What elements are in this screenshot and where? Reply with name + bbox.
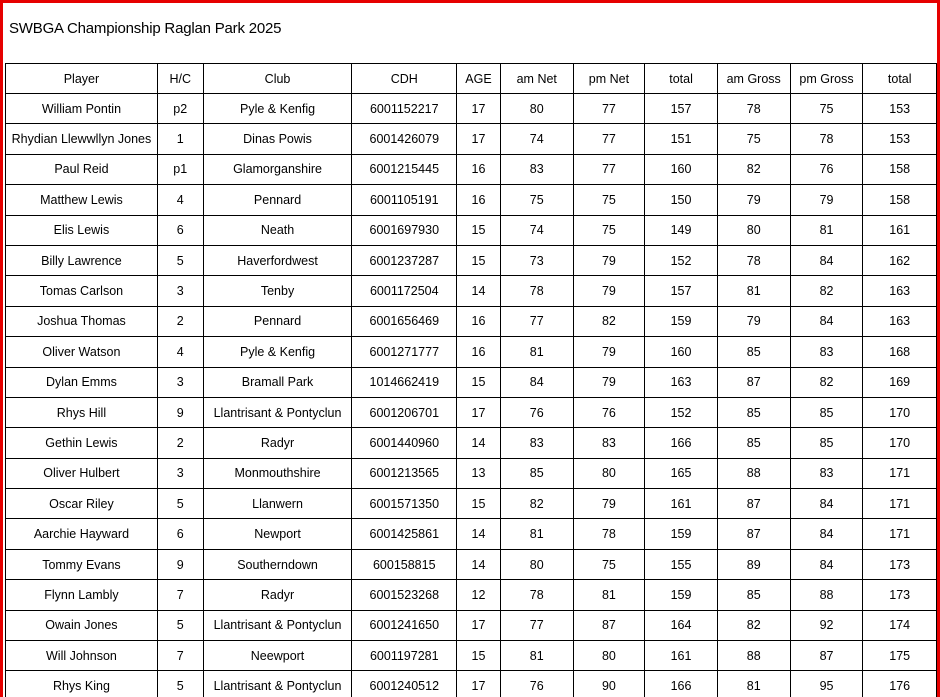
pm-gross-cell: 84: [790, 489, 863, 519]
pm-net-cell: 90: [573, 671, 645, 697]
club-cell: Southerndown: [203, 549, 352, 579]
am-net-cell: 83: [500, 428, 573, 458]
cdh-cell: 6001571350: [352, 489, 457, 519]
gross-total-cell: 175: [863, 641, 937, 671]
gross-total-cell: 158: [863, 185, 937, 215]
club-cell: Newport: [203, 519, 352, 549]
gross-total-cell: 170: [863, 397, 937, 427]
hc-cell: 2: [157, 428, 203, 458]
hc-cell: p1: [157, 154, 203, 184]
player-cell: Tomas Carlson: [6, 276, 158, 306]
hc-cell: 3: [157, 276, 203, 306]
age-cell: 16: [457, 306, 501, 336]
am-gross-cell: 75: [717, 124, 790, 154]
net-total-cell: 160: [645, 154, 718, 184]
cdh-cell: 6001237287: [352, 245, 457, 275]
hc-cell: 6: [157, 215, 203, 245]
net-total-cell: 161: [645, 641, 718, 671]
player-cell: Rhys King: [6, 671, 158, 697]
pm-net-cell: 78: [573, 519, 645, 549]
pm-net-cell: 80: [573, 641, 645, 671]
table-row: [6, 276, 937, 306]
hc-cell: 7: [157, 641, 203, 671]
net-total-cell: 163: [645, 367, 718, 397]
pm-gross-cell: 79: [790, 185, 863, 215]
club-cell: Monmouthshire: [203, 458, 352, 488]
am-gross-cell: 82: [717, 610, 790, 640]
gross-total-cell: 171: [863, 458, 937, 488]
net-total-cell: 149: [645, 215, 718, 245]
pm-gross-cell: 76: [790, 154, 863, 184]
am-gross-cell: 85: [717, 428, 790, 458]
am-gross-cell: 81: [717, 671, 790, 697]
age-cell: 17: [457, 94, 501, 124]
club-cell: Pyle & Kenfig: [203, 94, 352, 124]
table-row: [6, 215, 937, 245]
table-row: [6, 397, 937, 427]
net-total-cell: 157: [645, 94, 718, 124]
header-player: Player: [6, 64, 158, 94]
gross-total-cell: 171: [863, 519, 937, 549]
pm-net-cell: 81: [573, 580, 645, 610]
net-total-cell: 155: [645, 549, 718, 579]
am-net-cell: 81: [500, 519, 573, 549]
net-total-cell: 152: [645, 397, 718, 427]
am-gross-cell: 79: [717, 185, 790, 215]
header-club: Club: [203, 64, 352, 94]
gross-total-cell: 170: [863, 428, 937, 458]
age-cell: 17: [457, 397, 501, 427]
hc-cell: 3: [157, 367, 203, 397]
am-net-cell: 80: [500, 94, 573, 124]
am-net-cell: 82: [500, 489, 573, 519]
table-row: [6, 580, 937, 610]
club-cell: Llanwern: [203, 489, 352, 519]
gross-total-cell: 173: [863, 549, 937, 579]
am-gross-cell: 79: [717, 306, 790, 336]
cdh-cell: 6001206701: [352, 397, 457, 427]
am-net-cell: 76: [500, 671, 573, 697]
am-net-cell: 83: [500, 154, 573, 184]
age-cell: 15: [457, 245, 501, 275]
pm-net-cell: 77: [573, 154, 645, 184]
table-row: [6, 306, 937, 336]
age-cell: 16: [457, 154, 501, 184]
age-cell: 14: [457, 549, 501, 579]
am-net-cell: 80: [500, 549, 573, 579]
pm-gross-cell: 85: [790, 428, 863, 458]
gross-total-cell: 153: [863, 124, 937, 154]
club-cell: Neath: [203, 215, 352, 245]
am-gross-cell: 78: [717, 245, 790, 275]
club-cell: Haverfordwest: [203, 245, 352, 275]
pm-gross-cell: 88: [790, 580, 863, 610]
age-cell: 15: [457, 489, 501, 519]
cdh-cell: 6001152217: [352, 94, 457, 124]
am-net-cell: 75: [500, 185, 573, 215]
table-row: [6, 94, 937, 124]
pm-net-cell: 75: [573, 549, 645, 579]
net-total-cell: 165: [645, 458, 718, 488]
pm-gross-cell: 75: [790, 94, 863, 124]
pm-net-cell: 75: [573, 215, 645, 245]
table-row: [6, 671, 937, 697]
age-cell: 17: [457, 671, 501, 697]
pm-gross-cell: 95: [790, 671, 863, 697]
player-cell: Elis Lewis: [6, 215, 158, 245]
cdh-cell: 6001241650: [352, 610, 457, 640]
pm-net-cell: 77: [573, 124, 645, 154]
player-cell: Matthew Lewis: [6, 185, 158, 215]
pm-gross-cell: 87: [790, 641, 863, 671]
cdh-cell: 6001240512: [352, 671, 457, 697]
pm-gross-cell: 84: [790, 519, 863, 549]
cdh-cell: 1014662419: [352, 367, 457, 397]
pm-net-cell: 87: [573, 610, 645, 640]
pm-gross-cell: 84: [790, 549, 863, 579]
cdh-cell: 6001172504: [352, 276, 457, 306]
table-row: [6, 519, 937, 549]
am-net-cell: 81: [500, 641, 573, 671]
age-cell: 14: [457, 428, 501, 458]
player-cell: Tommy Evans: [6, 549, 158, 579]
pm-net-cell: 80: [573, 458, 645, 488]
cdh-cell: 6001213565: [352, 458, 457, 488]
player-cell: Owain Jones: [6, 610, 158, 640]
gross-total-cell: 162: [863, 245, 937, 275]
age-cell: 16: [457, 185, 501, 215]
gross-total-cell: 174: [863, 610, 937, 640]
header-hc: H/C: [157, 64, 203, 94]
am-gross-cell: 85: [717, 337, 790, 367]
am-gross-cell: 87: [717, 489, 790, 519]
pm-net-cell: 79: [573, 276, 645, 306]
gross-total-cell: 171: [863, 489, 937, 519]
header-pm-net: pm Net: [573, 64, 645, 94]
am-gross-cell: 80: [717, 215, 790, 245]
gross-total-cell: 168: [863, 337, 937, 367]
player-cell: Oliver Hulbert: [6, 458, 158, 488]
age-cell: 12: [457, 580, 501, 610]
cdh-cell: 6001197281: [352, 641, 457, 671]
club-cell: Glamorganshire: [203, 154, 352, 184]
pm-gross-cell: 92: [790, 610, 863, 640]
table-row: [6, 489, 937, 519]
player-cell: Joshua Thomas: [6, 306, 158, 336]
am-net-cell: 76: [500, 397, 573, 427]
pm-gross-cell: 81: [790, 215, 863, 245]
pm-net-cell: 79: [573, 489, 645, 519]
hc-cell: 2: [157, 306, 203, 336]
net-total-cell: 157: [645, 276, 718, 306]
pm-net-cell: 79: [573, 367, 645, 397]
club-cell: Llantrisant & Pontyclun: [203, 671, 352, 697]
hc-cell: 5: [157, 671, 203, 697]
player-cell: Rhys Hill: [6, 397, 158, 427]
player-cell: Paul Reid: [6, 154, 158, 184]
gross-total-cell: 153: [863, 94, 937, 124]
club-cell: Neewport: [203, 641, 352, 671]
hc-cell: 4: [157, 337, 203, 367]
age-cell: 15: [457, 641, 501, 671]
cdh-cell: 6001426079: [352, 124, 457, 154]
pm-gross-cell: 83: [790, 458, 863, 488]
cdh-cell: 6001271777: [352, 337, 457, 367]
hc-cell: 9: [157, 397, 203, 427]
am-gross-cell: 81: [717, 276, 790, 306]
table-row: [6, 428, 937, 458]
pm-gross-cell: 85: [790, 397, 863, 427]
hc-cell: 3: [157, 458, 203, 488]
cdh-cell: 6001105191: [352, 185, 457, 215]
pm-gross-cell: 84: [790, 306, 863, 336]
am-gross-cell: 87: [717, 519, 790, 549]
net-total-cell: 150: [645, 185, 718, 215]
club-cell: Llantrisant & Pontyclun: [203, 610, 352, 640]
header-am-net: am Net: [500, 64, 573, 94]
pm-gross-cell: 84: [790, 245, 863, 275]
age-cell: 15: [457, 215, 501, 245]
cdh-cell: 6001656469: [352, 306, 457, 336]
player-cell: Will Johnson: [6, 641, 158, 671]
am-net-cell: 74: [500, 215, 573, 245]
header-row: [6, 64, 937, 94]
club-cell: Bramall Park: [203, 367, 352, 397]
results-table: [5, 63, 937, 697]
header-age: AGE: [457, 64, 501, 94]
pm-net-cell: 82: [573, 306, 645, 336]
am-gross-cell: 85: [717, 580, 790, 610]
am-net-cell: 85: [500, 458, 573, 488]
header-gross-total: total: [863, 64, 937, 94]
pm-net-cell: 75: [573, 185, 645, 215]
header-am-gross: am Gross: [717, 64, 790, 94]
cdh-cell: 6001215445: [352, 154, 457, 184]
club-cell: Pyle & Kenfig: [203, 337, 352, 367]
pm-gross-cell: 82: [790, 367, 863, 397]
table-row: [6, 610, 937, 640]
table-row: [6, 549, 937, 579]
hc-cell: p2: [157, 94, 203, 124]
club-cell: Radyr: [203, 580, 352, 610]
am-gross-cell: 89: [717, 549, 790, 579]
pm-gross-cell: 82: [790, 276, 863, 306]
gross-total-cell: 163: [863, 306, 937, 336]
net-total-cell: 166: [645, 428, 718, 458]
player-cell: Billy Lawrence: [6, 245, 158, 275]
table-row: [6, 124, 937, 154]
table-row: [6, 458, 937, 488]
gross-total-cell: 161: [863, 215, 937, 245]
hc-cell: 4: [157, 185, 203, 215]
player-cell: Dylan Emms: [6, 367, 158, 397]
net-total-cell: 159: [645, 580, 718, 610]
pm-net-cell: 76: [573, 397, 645, 427]
gross-total-cell: 176: [863, 671, 937, 697]
table-row: [6, 154, 937, 184]
net-total-cell: 151: [645, 124, 718, 154]
club-cell: Pennard: [203, 185, 352, 215]
hc-cell: 5: [157, 245, 203, 275]
am-gross-cell: 78: [717, 94, 790, 124]
header-net-total: total: [645, 64, 718, 94]
age-cell: 16: [457, 337, 501, 367]
pm-net-cell: 77: [573, 94, 645, 124]
am-net-cell: 77: [500, 610, 573, 640]
header-cdh: CDH: [352, 64, 457, 94]
hc-cell: 9: [157, 549, 203, 579]
club-cell: Llantrisant & Pontyclun: [203, 397, 352, 427]
player-cell: Flynn Lambly: [6, 580, 158, 610]
pm-net-cell: 79: [573, 245, 645, 275]
gross-total-cell: 163: [863, 276, 937, 306]
net-total-cell: 159: [645, 519, 718, 549]
cdh-cell: 6001697930: [352, 215, 457, 245]
am-net-cell: 74: [500, 124, 573, 154]
table-row: [6, 245, 937, 275]
cdh-cell: 6001440960: [352, 428, 457, 458]
hc-cell: 5: [157, 610, 203, 640]
pm-net-cell: 79: [573, 337, 645, 367]
club-cell: Dinas Powis: [203, 124, 352, 154]
am-gross-cell: 87: [717, 367, 790, 397]
net-total-cell: 159: [645, 306, 718, 336]
pm-gross-cell: 83: [790, 337, 863, 367]
age-cell: 15: [457, 367, 501, 397]
player-cell: Aarchie Hayward: [6, 519, 158, 549]
club-cell: Tenby: [203, 276, 352, 306]
net-total-cell: 164: [645, 610, 718, 640]
net-total-cell: 152: [645, 245, 718, 275]
age-cell: 14: [457, 276, 501, 306]
am-gross-cell: 88: [717, 641, 790, 671]
age-cell: 14: [457, 519, 501, 549]
cdh-cell: 600158815: [352, 549, 457, 579]
cdh-cell: 6001523268: [352, 580, 457, 610]
am-gross-cell: 82: [717, 154, 790, 184]
pm-net-cell: 83: [573, 428, 645, 458]
gross-total-cell: 158: [863, 154, 937, 184]
am-net-cell: 73: [500, 245, 573, 275]
header-pm-gross: pm Gross: [790, 64, 863, 94]
am-net-cell: 77: [500, 306, 573, 336]
am-net-cell: 78: [500, 276, 573, 306]
net-total-cell: 161: [645, 489, 718, 519]
club-cell: Radyr: [203, 428, 352, 458]
age-cell: 17: [457, 610, 501, 640]
net-total-cell: 166: [645, 671, 718, 697]
hc-cell: 1: [157, 124, 203, 154]
am-net-cell: 81: [500, 337, 573, 367]
age-cell: 17: [457, 124, 501, 154]
hc-cell: 7: [157, 580, 203, 610]
am-gross-cell: 85: [717, 397, 790, 427]
player-cell: Gethin Lewis: [6, 428, 158, 458]
hc-cell: 6: [157, 519, 203, 549]
pm-gross-cell: 78: [790, 124, 863, 154]
gross-total-cell: 173: [863, 580, 937, 610]
hc-cell: 5: [157, 489, 203, 519]
am-gross-cell: 88: [717, 458, 790, 488]
document-title: SWBGA Championship Raglan Park 2025: [9, 20, 282, 37]
player-cell: William Pontin: [6, 94, 158, 124]
table-row: [6, 641, 937, 671]
player-cell: Oscar Riley: [6, 489, 158, 519]
table-row: [6, 185, 937, 215]
cdh-cell: 6001425861: [352, 519, 457, 549]
player-cell: Oliver Watson: [6, 337, 158, 367]
gross-total-cell: 169: [863, 367, 937, 397]
table-row: [6, 337, 937, 367]
net-total-cell: 160: [645, 337, 718, 367]
player-cell: Rhydian Llewwllyn Jones: [6, 124, 158, 154]
table-row: [6, 367, 937, 397]
age-cell: 13: [457, 458, 501, 488]
am-net-cell: 78: [500, 580, 573, 610]
club-cell: Pennard: [203, 306, 352, 336]
am-net-cell: 84: [500, 367, 573, 397]
table-body: [6, 94, 937, 697]
